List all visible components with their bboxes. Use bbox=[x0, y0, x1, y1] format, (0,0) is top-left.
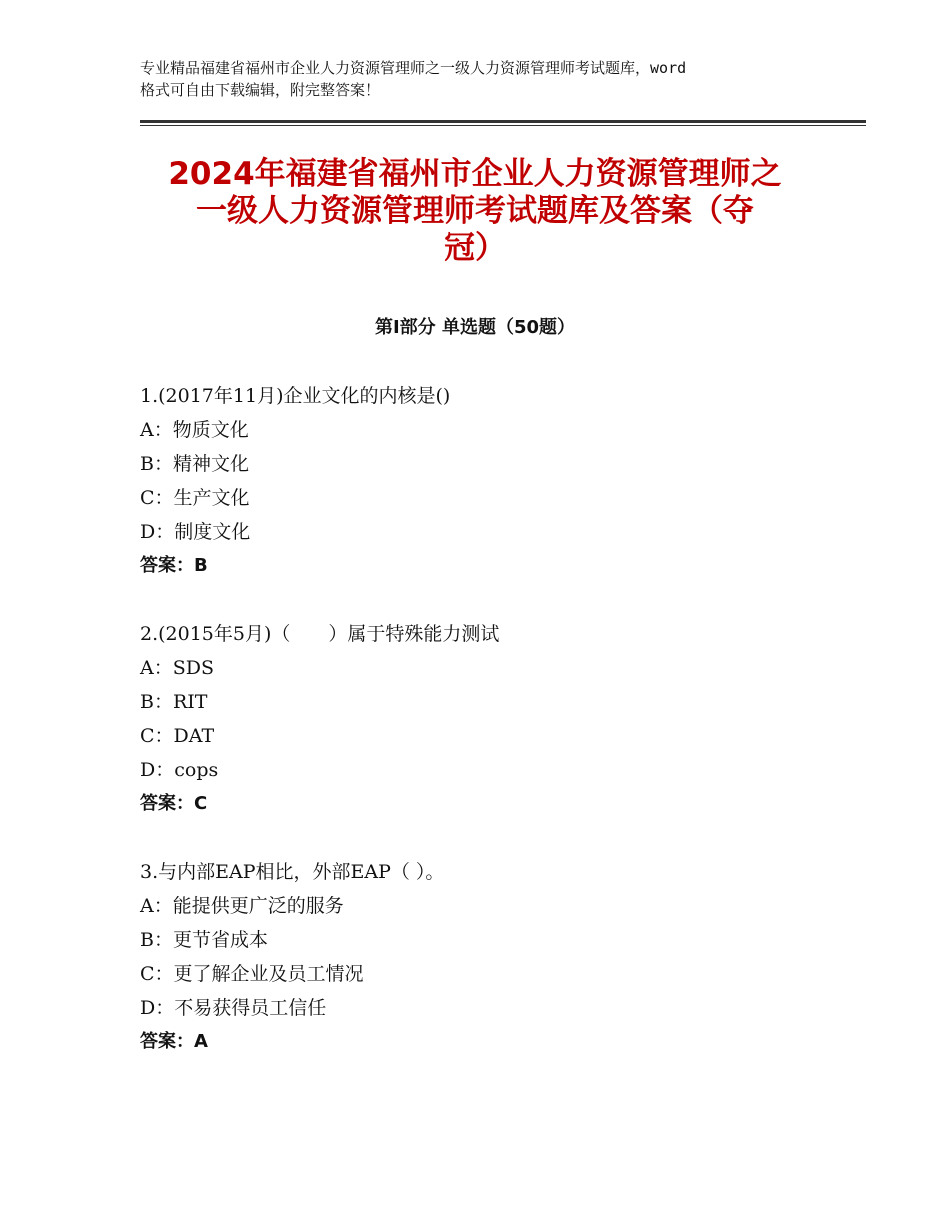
header-divider-thick bbox=[140, 120, 866, 123]
option-c: C：生产文化 bbox=[140, 487, 250, 509]
question-stem: 3.与内部EAP相比，外部EAP（ ）。 bbox=[140, 861, 445, 883]
section-heading: 第Ⅰ部分 单选题（50题） bbox=[374, 317, 575, 338]
option-a: A：SDS bbox=[140, 657, 214, 679]
header-note-line-2: 格式可自由下载编辑，附完整答案！ bbox=[140, 81, 381, 99]
option-a: A：物质文化 bbox=[140, 419, 249, 441]
option-c: C：DAT bbox=[140, 725, 215, 747]
option-b: B：RIT bbox=[140, 691, 208, 713]
header-note bbox=[140, 57, 830, 101]
question-list bbox=[140, 383, 840, 1097]
header-divider-thin bbox=[140, 125, 866, 126]
document-title-line-2: 一级人力资源管理师考试题库及答案（夺 bbox=[196, 193, 754, 229]
answer-key: 答案：C bbox=[140, 793, 208, 814]
option-d: D：cops bbox=[140, 759, 219, 781]
option-b: B：精神文化 bbox=[140, 453, 249, 475]
document-title-line-1: 2024年福建省福州市企业人力资源管理师之 bbox=[168, 156, 782, 192]
header-note-line-1: 专业精品福建省福州市企业人力资源管理师之一级人力资源管理师考试题库，word bbox=[140, 59, 687, 77]
question-stem: 2.(2015年5月)（ ）属于特殊能力测试 bbox=[140, 623, 500, 645]
question-item bbox=[140, 859, 840, 1063]
option-c: C：更了解企业及员工情况 bbox=[140, 963, 364, 985]
option-a: A：能提供更广泛的服务 bbox=[140, 895, 344, 917]
document-title-line-3: 冠） bbox=[444, 230, 506, 266]
option-b: B：更节省成本 bbox=[140, 929, 268, 951]
answer-key: 答案：A bbox=[140, 1031, 208, 1052]
option-d: D：制度文化 bbox=[140, 521, 251, 543]
question-item bbox=[140, 621, 840, 825]
question-item bbox=[140, 383, 840, 587]
question-stem: 1.(2017年11月)企业文化的内核是() bbox=[140, 385, 451, 407]
document-title bbox=[120, 156, 830, 267]
option-d: D：不易获得员工信任 bbox=[140, 997, 327, 1019]
answer-key: 答案：B bbox=[140, 555, 208, 576]
